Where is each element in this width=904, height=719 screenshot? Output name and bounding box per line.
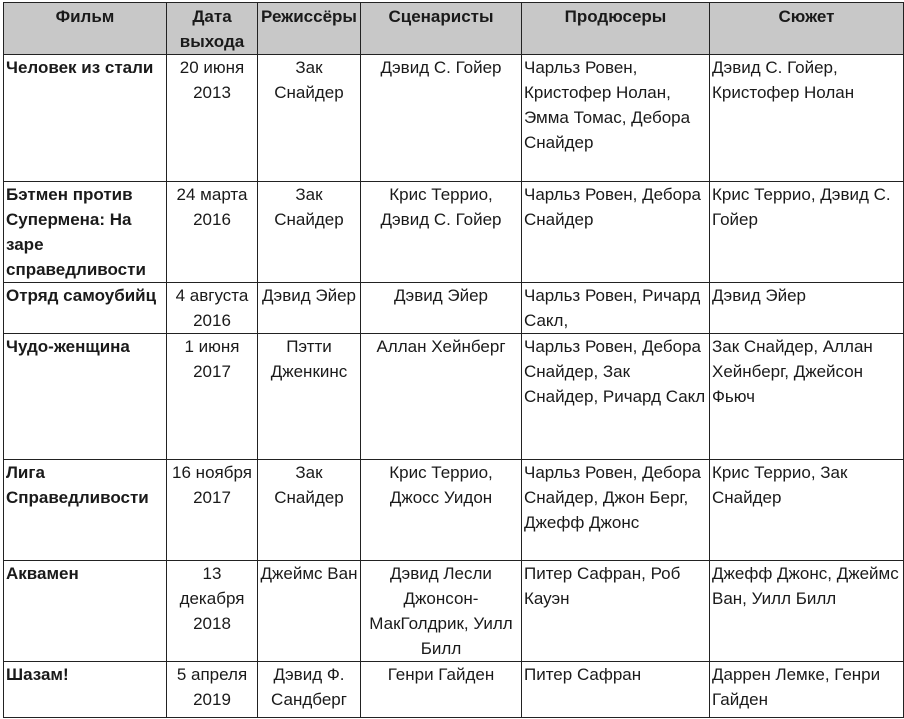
cell-release-date: 20 июня 2013 (167, 55, 258, 182)
cell-film: Лига Справедливости (4, 460, 167, 561)
cell-story: Крис Террио, Зак Снайдер (710, 460, 904, 561)
cell-film: Чудо-женщина (4, 334, 167, 460)
table-row (4, 182, 904, 283)
cell-release-date: 13 декабря 2018 (167, 561, 258, 662)
cell-directors: Дэвид Эйер (258, 283, 361, 334)
header-row (4, 3, 904, 55)
cell-producers: Чарльз Ровен, Дебора Снайдер (522, 182, 710, 283)
table-row (4, 460, 904, 561)
cell-release-date: 24 марта 2016 (167, 182, 258, 283)
cell-story: Даррен Лемке, Генри Гайден (710, 662, 904, 718)
cell-release-date: 5 апреля 2019 (167, 662, 258, 718)
cell-story: Дэвид С. Гойер, Кристофер Нолан (710, 55, 904, 182)
films-table (3, 2, 904, 718)
cell-producers: Чарльз Ровен, Кристофер Нолан, Эмма Томас, Дебора Снайдер (522, 55, 710, 182)
cell-story: Крис Террио, Дэвид С. Гойер (710, 182, 904, 283)
header-story: Сюжет (710, 3, 904, 55)
header-release-date: Дата выхода (167, 3, 258, 55)
cell-writers: Генри Гайден (361, 662, 522, 718)
cell-writers: Дэвид Эйер (361, 283, 522, 334)
cell-directors: Зак Снайдер (258, 460, 361, 561)
cell-story: Дэвид Эйер (710, 283, 904, 334)
cell-producers: Питер Сафран, Роб Кауэн (522, 561, 710, 662)
cell-story: Джефф Джонс, Джеймс Ван, Уилл Билл (710, 561, 904, 662)
table-row (4, 561, 904, 662)
header-film: Фильм (4, 3, 167, 55)
cell-story: Зак Снайдер, Аллан Хейнберг, Джейсон Фьюч (710, 334, 904, 460)
cell-writers: Аллан Хейнберг (361, 334, 522, 460)
cell-film: Отряд самоубийц (4, 283, 167, 334)
cell-directors: Дэвид Ф. Сандберг (258, 662, 361, 718)
cell-producers: Чарльз Ровен, Дебора Снайдер, Зак Снайдер, Ричард Сакл (522, 334, 710, 460)
table-row (4, 334, 904, 460)
cell-film: Аквамен (4, 561, 167, 662)
cell-film: Шазам! (4, 662, 167, 718)
cell-directors: Джеймс Ван (258, 561, 361, 662)
cell-directors: Зак Снайдер (258, 55, 361, 182)
header-producers: Продюсеры (522, 3, 710, 55)
cell-release-date: 16 ноября 2017 (167, 460, 258, 561)
cell-film: Человек из стали (4, 55, 167, 182)
cell-release-date: 1 июня 2017 (167, 334, 258, 460)
cell-producers: Чарльз Ровен, Ричард Сакл, (522, 283, 710, 334)
cell-directors: Пэтти Дженкинс (258, 334, 361, 460)
cell-producers: Питер Сафран (522, 662, 710, 718)
table-body (4, 55, 904, 718)
cell-writers: Крис Террио, Джосс Уидон (361, 460, 522, 561)
cell-writers: Дэвид Лесли Джонсон-МакГолдрик, Уилл Билл (361, 561, 522, 662)
cell-directors: Зак Снайдер (258, 182, 361, 283)
cell-producers: Чарльз Ровен, Дебора Снайдер, Джон Берг, Джефф Джонс (522, 460, 710, 561)
cell-writers: Крис Террио, Дэвид С. Гойер (361, 182, 522, 283)
table-header (4, 3, 904, 55)
cell-release-date: 4 августа 2016 (167, 283, 258, 334)
header-directors: Режиссёры (258, 3, 361, 55)
cell-film: Бэтмен против Супермена: На заре справедливости (4, 182, 167, 283)
table-row (4, 662, 904, 718)
table-row (4, 55, 904, 182)
header-writers: Сценаристы (361, 3, 522, 55)
table-row (4, 283, 904, 334)
cell-writers: Дэвид С. Гойер (361, 55, 522, 182)
